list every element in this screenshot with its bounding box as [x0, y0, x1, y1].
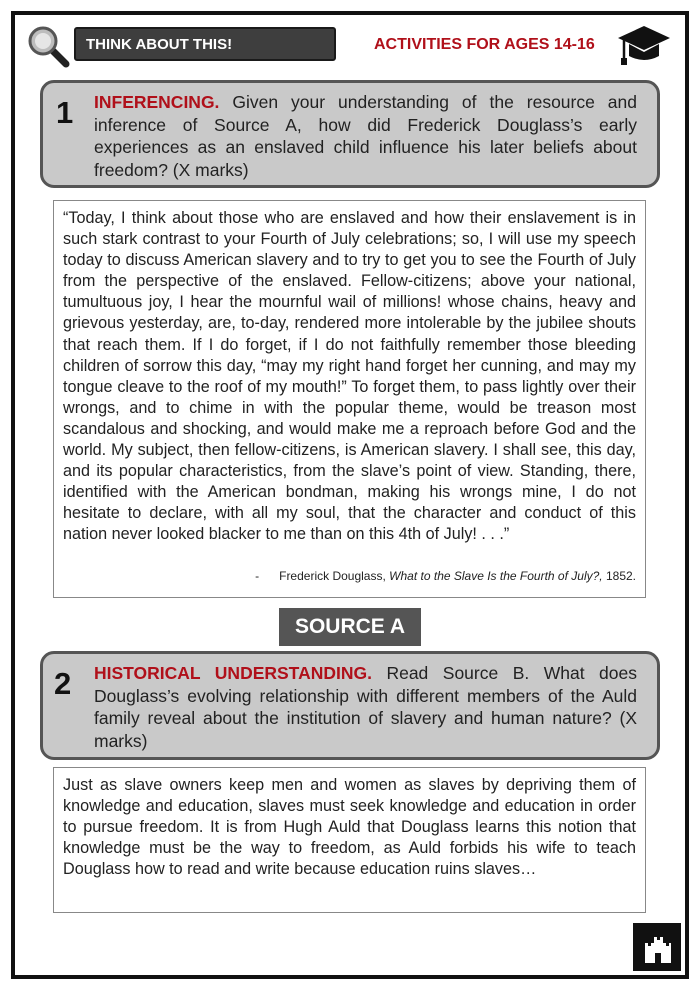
question-1-body: Given your understanding of the resource and inference of Source A, how did Frederick Douglass’s early experiences as an enslaved child influence his later beliefs about freedom? (X marks) [94, 92, 637, 180]
question-2-box [40, 651, 660, 760]
source-a-box [53, 200, 646, 598]
question-1-number: 1 [56, 95, 74, 130]
attribution-year: 1852. [605, 569, 636, 583]
source-b-box [53, 767, 646, 913]
question-2-number: 2 [54, 666, 72, 701]
castle-icon [633, 923, 681, 971]
question-2-text [94, 662, 637, 752]
source-a-quote: “Today, I think about those who are enslaved and how their enslavement is in such stark contrast to your Fourth of July celebrations; so, I will use my speech today to discuss American slavery and to try to get you to see the Fourth of July from the perspective of the enslaved. Fellow-citizens; above your national, tumultuous joy, I hear the mournful wail of millions! whose chains, heavy and grievous yesterday, are, to-day, rendered more intolerable by the jubilee shouts that reach them. If I do forget, if I do not faithfully remember those bleeding children of sorrow this day, “may my right hand forget her cunning, and may my tongue cleave to the roof of my mouth!” To forget them, to pass lightly over their wrongs, and to chime in with the popular theme, would be treason most scandalous and shocking, and would make me a reproach before God and the world. My subject, then fellow-citizens, is American slavery. I shall see, this day, and its popular characteristics, from the slave’s point of view. Standing, there, identified with the American bondman, making his wrongs mine, I do not hesitate to declare, with all my soul, that the character and conduct of this nation never looked blacker to me than on this 4th of July! . . .” [63, 209, 636, 544]
question-1-box [40, 80, 660, 188]
age-label: ACTIVITIES FOR AGES 14-16 [374, 36, 595, 53]
magnifier-icon [26, 24, 70, 68]
question-1-keyword: INFERENCING. [94, 92, 220, 112]
section-title: THINK ABOUT THIS! [86, 35, 233, 53]
question-2-keyword: HISTORICAL UNDERSTANDING. [94, 663, 372, 683]
source-a-label [279, 608, 421, 646]
question-1-text [94, 91, 637, 181]
attribution-dash: - [255, 569, 260, 583]
question-2-body: Read Source B. What does Douglass’s evolving relationship with different members of the Auld family reveal about the institution of slavery and human nature? (X marks) [94, 663, 637, 751]
source-a-attribution [255, 569, 636, 583]
attribution-work: What to the Slave Is the Fourth of July?, [389, 569, 603, 583]
attribution-author: Frederick Douglass, [279, 569, 386, 583]
section-title-box [74, 27, 336, 61]
graduation-cap-icon [617, 22, 671, 66]
source-a-label-text: SOURCE A [294, 615, 406, 638]
source-b-text: Just as slave owners keep men and women as slaves by depriving them of knowledge and education, slaves must seek knowledge and education in order to pursue freedom. It is from Hugh Auld that Douglass learns this notion that knowledge must be the way to freedom, as Auld forbids his wife to teach Douglass how to read and write because education ruins slaves… [63, 776, 636, 879]
